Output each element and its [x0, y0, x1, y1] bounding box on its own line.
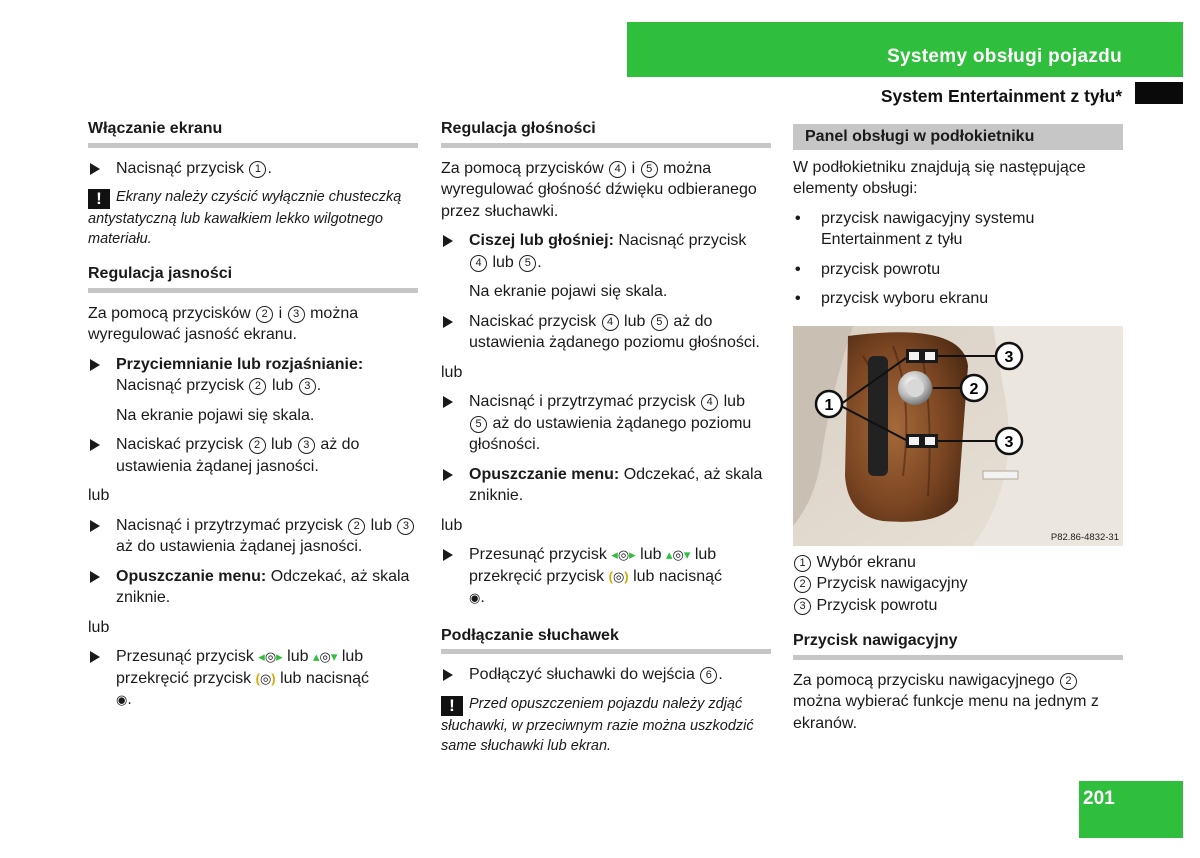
step-press-hold: Nacisnąć i przytrzymać przycisk 2 lub 3 aż do ustawienia żądanej jasności. [88, 515, 418, 558]
arrow-bullet-icon [443, 235, 453, 247]
arrow-bullet-icon [90, 359, 100, 371]
slide-up-down-icon: ▴◎▾ [665, 547, 691, 562]
arrow-bullet-icon [90, 571, 100, 583]
page-number: 201 [1083, 788, 1115, 809]
volume-intro: Za pomocą przycisków 4 i 5 można wyregulować głośność dźwięku odbieranego przez słuchawki. [441, 159, 757, 220]
slide-left-right-icon: ◂◎▸ [611, 547, 636, 562]
step-slide-turn: Przesunąć przycisk ◂◎▸ lub ▴◎▾ lub przekręcić przycisk (◎) lub nacisnąć ◉. [88, 646, 418, 711]
callout-3-bottom [996, 428, 1022, 454]
caption-2: 2 Przycisk nawigacyjny [793, 573, 1123, 595]
step-slide-turn: Przesunąć przycisk ◂◎▸ lub ▴◎▾ lub przekręcić przycisk (◎) lub nacisnąć ◉. [441, 544, 771, 609]
or-text: lub [88, 618, 110, 636]
list-item: • przycisk powrotu [795, 260, 941, 278]
arrow-bullet-icon [90, 651, 100, 663]
scale-appears-text: Na ekranie pojawi się skala. [469, 283, 668, 300]
step-exit-menu: Opuszczanie menu: Odczekać, aż skala zniknie. [88, 566, 418, 609]
arrow-bullet-icon [443, 669, 453, 681]
arrow-bullet-icon [443, 549, 453, 561]
heading-nav-button: Przycisk nawigacyjny [793, 630, 1123, 660]
caption-3: 3 Przycisk powrotu [793, 595, 1123, 617]
slide-left-right-icon: ◂◎▸ [258, 649, 283, 664]
svg-text:3: 3 [1004, 348, 1014, 366]
step-dim-brighten: Przyciemnianie lub rozjaśnianie: Nacisnąć przycisk 2 lub 3 . [88, 354, 418, 397]
nav-button-text: Za pomocą przycisku nawigacyjnego 2 można wybierać funkcje menu na jednym z ekranów. [793, 671, 1099, 732]
callout-2 [961, 375, 987, 401]
rotate-knob-icon: (◎) [255, 670, 276, 686]
brightness-intro: Za pomocą przycisków 2 i 3 można wyregulować jasność ekranu. [88, 304, 359, 343]
arrow-bullet-icon [443, 396, 453, 408]
arrow-bullet-icon [90, 163, 100, 175]
arrow-bullet-icon [443, 469, 453, 481]
or-text: lub [88, 487, 110, 504]
heading-armrest-panel: Panel obsługi w podłokietniku [793, 124, 1123, 150]
arrow-bullet-icon [443, 316, 453, 328]
step-press-until: Naciskać przycisk 2 lub 3 aż do ustawienia żądanej jasności. [88, 434, 418, 477]
exclamation-icon: ! [441, 696, 463, 716]
section-title: System Entertainment z tyłu* [880, 86, 1122, 106]
heading-headphones: Podłączanie słuchawek [441, 625, 771, 655]
column-3 [793, 118, 1123, 742]
callout-1 [816, 391, 842, 417]
chapter-title: Systemy obsługi pojazdu [887, 46, 1122, 67]
press-knob-icon: ◉ [469, 590, 481, 605]
list-item: • przycisk nawigacyjny systemu Entertainment z tyłu [795, 209, 1035, 248]
warning-note-headphones: ! Przed opuszczeniem pojazdu należy zdjąć słuchawki, w przeciwnym razie można uszkodzić same słuchawki lub ekran. [441, 695, 754, 754]
arrow-bullet-icon [90, 439, 100, 451]
or-text: lub [441, 516, 463, 534]
step-press-hold: Nacisnąć i przytrzymać przycisk 4 lub 5 aż do ustawienia żądanego poziomu głośności. [441, 391, 771, 456]
step-press-until: Naciskać przycisk 4 lub 5 aż do ustawienia żądanego poziomu głośności. [441, 311, 771, 354]
page-number-box [1079, 781, 1183, 838]
number-circle: 1 [249, 161, 266, 178]
svg-text:2: 2 [969, 380, 979, 398]
step-volume-up-down: Ciszej lub głośniej: Nacisnąć przycisk 4 lub 5 . [441, 230, 771, 273]
callout-3-top [996, 343, 1022, 369]
armrest-intro: W podłokietniku znajdują się następujące elementy obsługi: [793, 158, 1086, 197]
caption-1: 1 Wybór ekranu [793, 552, 1123, 574]
svg-text:1: 1 [824, 396, 834, 414]
photo-code: P82.86-4832-31 [1050, 531, 1119, 543]
or-text: lub [441, 363, 463, 381]
scale-appears-text: Na ekranie pojawi się skala. [116, 406, 315, 424]
armrest-control-photo [793, 326, 1123, 546]
heading-screen-on: Włączanie ekranu [88, 118, 418, 148]
svg-text:3: 3 [1004, 433, 1014, 451]
rotate-knob-icon: (◎) [608, 568, 629, 584]
column-1 [88, 118, 418, 719]
exclamation-icon: ! [88, 189, 110, 209]
heading-volume: Regulacja głośności [441, 118, 771, 148]
warning-note-cleaning: ! Ekrany należy czyścić wyłącznie chusteczką antystatyczną lub kawałkiem lekko wilgotnego materiału. [88, 189, 402, 247]
press-knob-icon: ◉ [116, 692, 128, 707]
step-exit-menu: Opuszczanie menu: Odczekać, aż skala zniknie. [441, 464, 771, 507]
arrow-bullet-icon [90, 520, 100, 532]
heading-brightness: Regulacja jasności [88, 263, 418, 293]
step-press-button: Nacisnąć przycisk 1 . [88, 158, 418, 180]
step-connect-headphones: Podłączyć słuchawki do wejścia 6 . [441, 664, 771, 686]
list-item: • przycisk wyboru ekranu [795, 290, 989, 307]
thumb-tab [1135, 82, 1183, 104]
column-2 [441, 118, 771, 770]
slide-up-down-icon: ▴◎▾ [312, 649, 338, 664]
